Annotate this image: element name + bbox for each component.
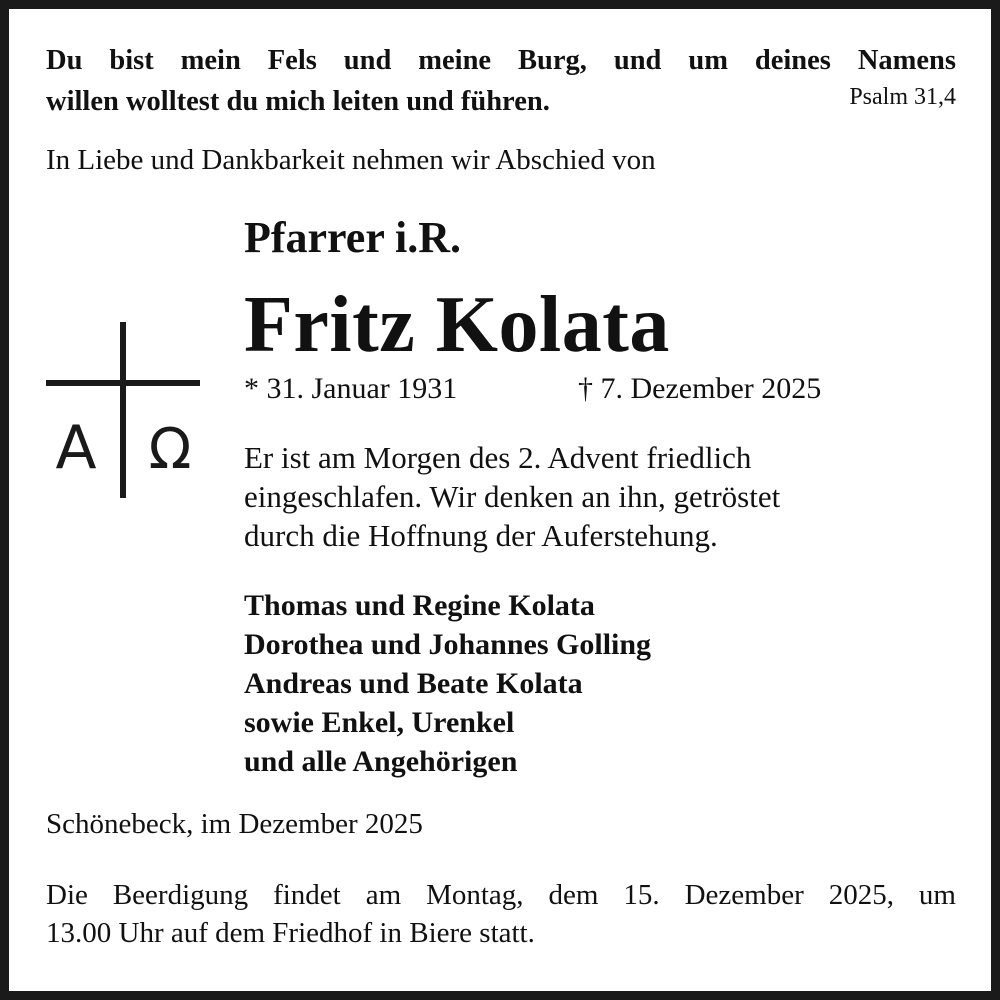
verse-source: Psalm 31,4: [849, 84, 956, 110]
place-date: Schönebeck, im Dezember 2025: [46, 808, 423, 840]
funeral-line-2: 13.00 Uhr auf dem Friedhof in Biere statt.: [46, 917, 535, 949]
mourner-line: Thomas und Regine Kolata: [244, 589, 595, 622]
omega-glyph: Ω: [148, 417, 192, 482]
death-date: † 7. Dezember 2025: [578, 372, 822, 405]
bible-verse: [46, 40, 956, 122]
mourners-list: [244, 586, 651, 781]
message-text: [244, 438, 780, 555]
funeral-line-1: Die Beerdigung findet am Montag, dem 15. Dezember 2025, um: [46, 879, 956, 911]
verse-line-1: Du bist mein Fels und meine Burg, und um deines Namens: [46, 45, 956, 76]
alpha-glyph: A: [55, 413, 97, 483]
mourner-line: Dorothea und Johannes Golling: [244, 628, 652, 661]
verse-line-2: willen wolltest du mich leiten und führen.: [46, 86, 550, 117]
message-line: Er ist am Morgen des 2. Advent friedlich: [244, 440, 752, 475]
mourner-line: und alle Angehörigen: [244, 745, 518, 778]
deceased-name: Fritz Kolata: [244, 281, 670, 369]
mourner-line: Andreas und Beate Kolata: [244, 667, 583, 700]
intro-text: In Liebe und Dankbarkeit nehmen wir Abschied von: [46, 144, 656, 176]
deceased-title: Pfarrer i.R.: [244, 213, 462, 262]
message-line: eingeschlafen. Wir denken an ihn, getröstet: [244, 479, 781, 514]
mourner-line: sowie Enkel, Urenkel: [244, 706, 515, 739]
message-line: durch die Hoffnung der Auferstehung.: [244, 518, 718, 553]
birth-date: * 31. Januar 1931: [244, 372, 458, 405]
cross-alpha-omega-icon: [40, 318, 210, 502]
funeral-notice: [46, 876, 956, 952]
